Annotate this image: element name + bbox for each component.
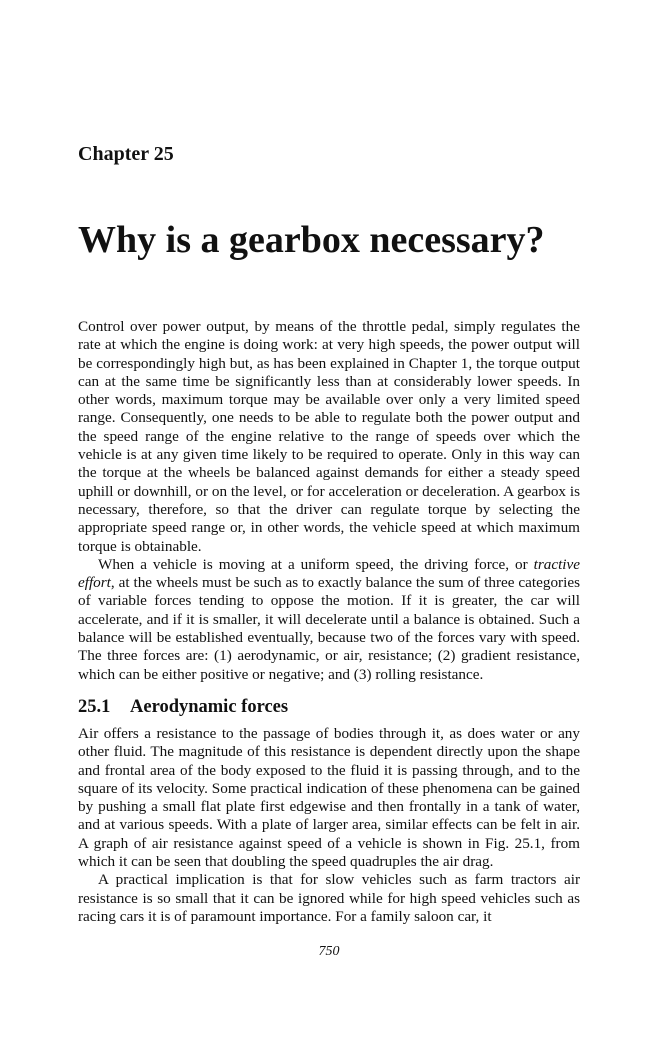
- chapter-label: Chapter 25: [78, 143, 174, 165]
- section-title: Aerodynamic forces: [130, 696, 289, 717]
- paragraph-2: [78, 556, 580, 684]
- page-number: 750: [318, 944, 340, 959]
- chapter-title: Why is a gearbox necessary?: [78, 219, 545, 261]
- section-heading: [78, 696, 580, 718]
- paragraph-2-end: , at the wheels must be such as to exactly balance the sum of three categories of variable forces tending to oppose the motion. If it is greater, the car will accelerate, and if it is smaller, it will decelerate until a balance is obtained. Such a balance will be established eventually, because two of the forces vary with speed. The three forces are: (1) aerodynamic, or air, resistance; (2) gradient resistance, which can be either positive or negative; and (3) rolling resistance.: [78, 574, 580, 683]
- tractive-effort-term: tractive effort: [78, 555, 580, 592]
- body-text: [78, 318, 580, 926]
- section-paragraph-1: Air offers a resistance to the passage of bodies through it, as does water or any other fluid. The magnitude of this resistance is dependent directly upon the shape and frontal area of the body exposed to the fluid it is passing through, and to the square of its velocity. Some practical indication of these phenomena can be gained by pushing a small flat plate first edgewise and then frontally in a tank of water, and at various speeds. With a plate of larger area, similar effects can be felt in air. A graph of air resistance against speed of a vehicle is shown in Fig. 25.1, from which it can be seen that doubling the speed quadruples the air drag.: [78, 724, 580, 871]
- section-paragraph-2: A practical implication is that for slow vehicles such as farm tractors air resistance is so small that it can be ignored while for high speed vehicles such as racing cars it is of paramount importance. For a family saloon car, it: [78, 871, 580, 925]
- paragraph-2-start: When a vehicle is moving at a uniform speed, the driving force, or: [98, 555, 534, 573]
- paragraph-1: Control over power output, by means of the throttle pedal, simply regulates the rate at which the engine is doing work: at very high speeds, the power output will be correspondingly high but, as has been explained in Chapter 1, the torque output can at the same time be significantly less than at considerably lower speeds. In other words, maximum torque may be available over only a very limited speed range. Consequently, one needs to be able to regulate both the power output and the speed range of the engine relative to the range of speeds over which the vehicle is at any given time likely to be required to operate. Only in this way can the torque at the wheels be balanced against demands for either a steady speed uphill or downhill, or on the level, or for acceleration or deceleration. A gearbox is necessary, therefore, so that the driver can regulate torque by selecting the appropriate speed range or, in other words, the vehicle speed at which maximum torque is obtainable.: [78, 318, 580, 555]
- section-number: 25.1: [78, 696, 111, 717]
